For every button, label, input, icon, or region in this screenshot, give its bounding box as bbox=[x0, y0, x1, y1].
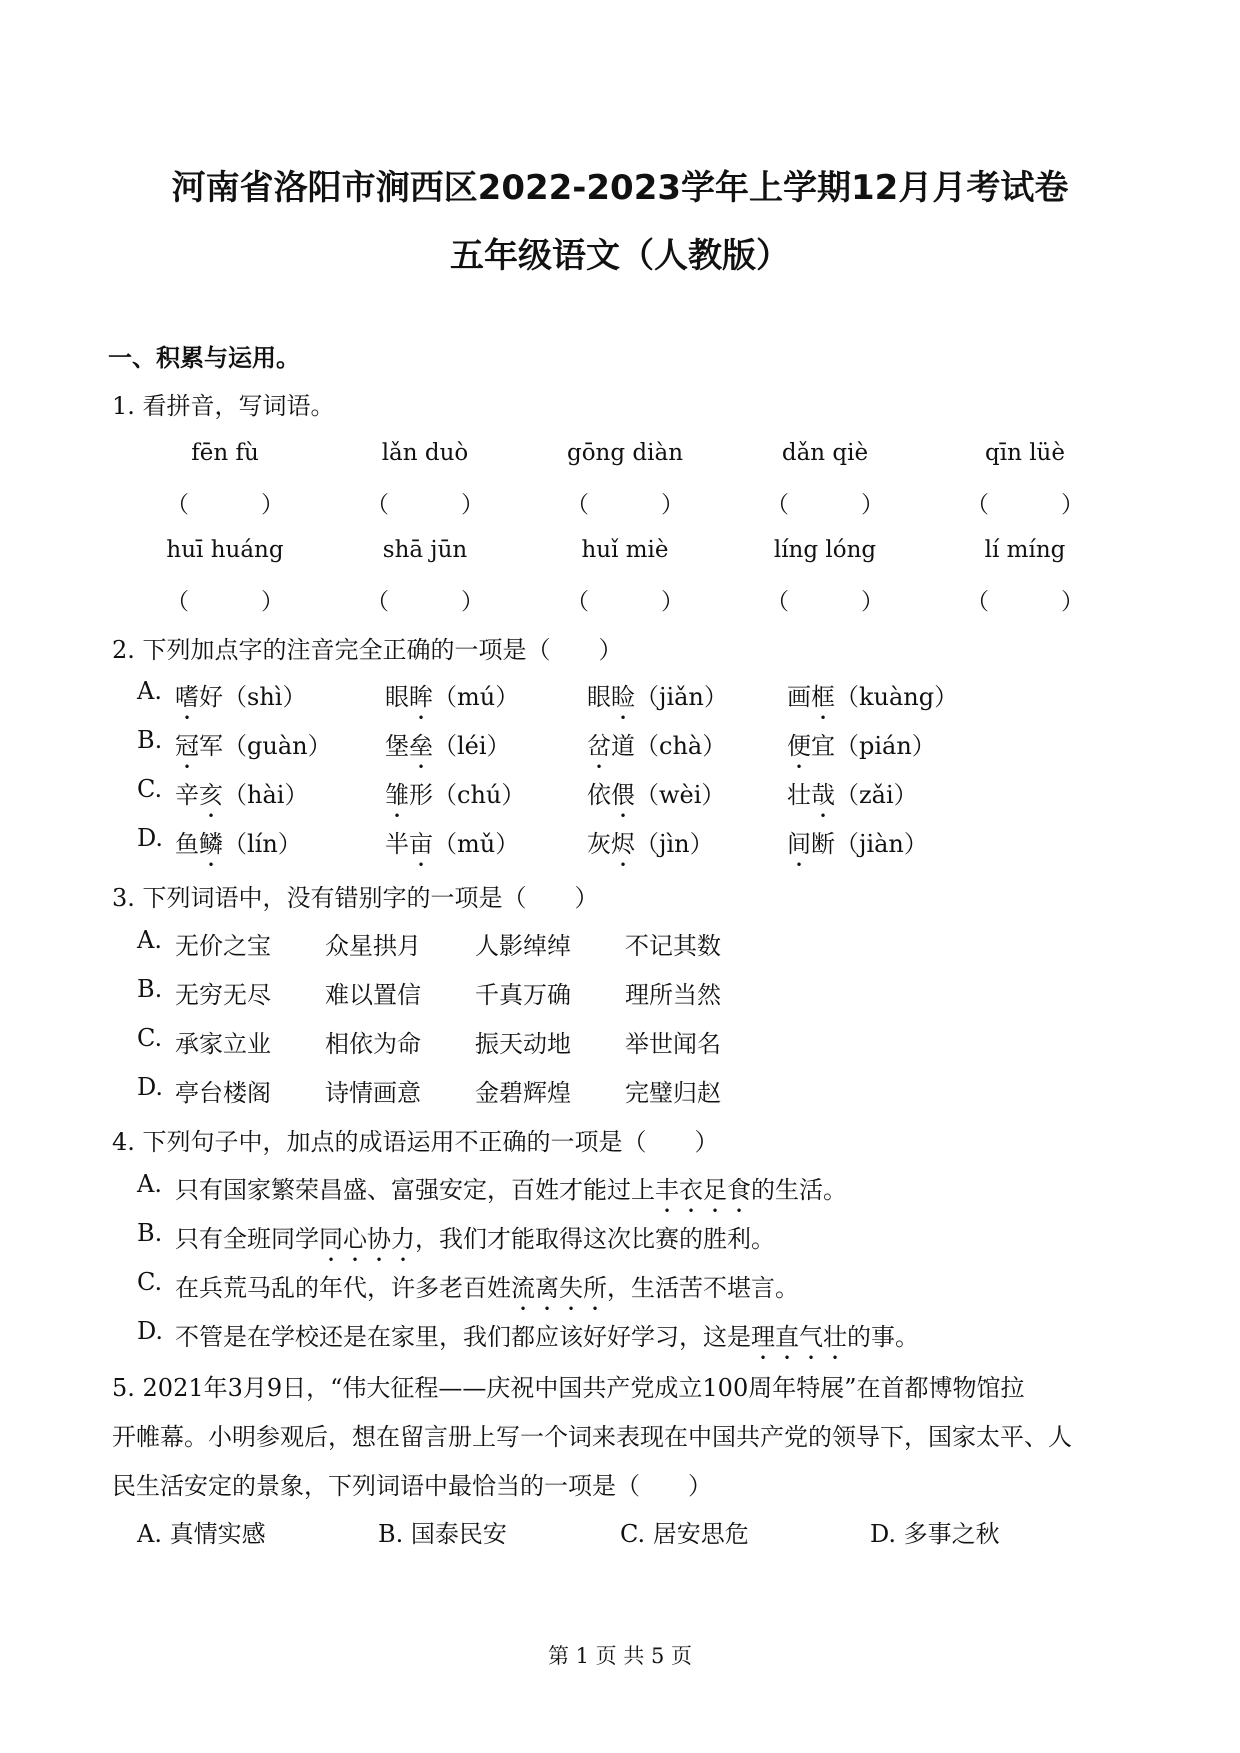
exam-subtitle: 五年级语文（人教版） bbox=[450, 236, 790, 276]
question-3-stem: 3. 下列词语中，没有错别字的一项是（ ） bbox=[112, 884, 599, 912]
exam-title: 河南省洛阳市涧西区2022-2023学年上学期12月月考试卷 bbox=[171, 168, 1069, 208]
pinyin-prompt: dǎn qiè bbox=[781, 440, 869, 466]
answer-blank: （ ） bbox=[166, 589, 284, 615]
word-item: 完璧归赵 bbox=[625, 1079, 721, 1107]
option-label: A. bbox=[137, 926, 162, 954]
option-label: C. bbox=[137, 1024, 163, 1052]
word-item: 众星拱月 bbox=[325, 932, 421, 960]
answer-blank: （ ） bbox=[966, 492, 1084, 518]
phonetic-item: 雏形（chú） bbox=[385, 781, 526, 809]
word-item: 金碧辉煌 bbox=[475, 1079, 571, 1107]
pinyin-prompt: líng lóng bbox=[773, 537, 877, 563]
answer-blank: （ ） bbox=[766, 492, 884, 518]
question-5-line-3: 民生活安定的景象，下列词语中最恰当的一项是（ ） bbox=[112, 1472, 712, 1500]
answer-blank: （ ） bbox=[766, 589, 884, 615]
dotted-idiom: 流离失所 bbox=[511, 1274, 607, 1302]
pinyin-prompt: lǎn duò bbox=[381, 440, 469, 466]
option-label: B. bbox=[137, 975, 163, 1003]
option-label: D. bbox=[137, 1317, 164, 1345]
option-label: D. bbox=[137, 1073, 164, 1101]
word-item: 诗情画意 bbox=[325, 1079, 421, 1107]
question-4-stem: 4. 下列句子中，加点的成语运用不正确的一项是（ ） bbox=[112, 1128, 719, 1156]
sentence: 不管是在学校还是在家里，我们都应该好好学习，这是理直气壮的事。 bbox=[175, 1323, 919, 1351]
dotted-idiom: 理直气壮 bbox=[751, 1323, 847, 1351]
question-5-line-2: 开帷幕。小明参观后，想在留言册上写一个词来表现在中国共产党的领导下，国家太平、人 bbox=[112, 1423, 1072, 1451]
answer-blank: （ ） bbox=[366, 589, 484, 615]
answer-blank: （ ） bbox=[166, 492, 284, 518]
question-1-stem: 1. 看拼音，写词语。 bbox=[112, 392, 335, 420]
phonetic-item: 眼睑（jiǎn） bbox=[587, 683, 728, 711]
option-label: C. bbox=[137, 1268, 163, 1296]
word-item: 相依为命 bbox=[325, 1030, 421, 1058]
option-choice: B. 国泰民安 bbox=[378, 1520, 507, 1548]
option-label: B. bbox=[137, 1219, 163, 1247]
phonetic-item: 眼眸（mú） bbox=[385, 683, 520, 711]
pinyin-prompt: qīn lüè bbox=[985, 440, 1065, 466]
word-item: 振天动地 bbox=[475, 1030, 571, 1058]
phonetic-item: 间断（jiàn） bbox=[787, 830, 928, 858]
phonetic-item: 岔道（chà） bbox=[587, 732, 727, 760]
option-choice: C. 居安思危 bbox=[620, 1520, 749, 1548]
option-choice: D. 多事之秋 bbox=[870, 1520, 1000, 1548]
answer-blank: （ ） bbox=[366, 492, 484, 518]
answer-blank: （ ） bbox=[566, 492, 684, 518]
option-label: D. bbox=[137, 824, 164, 852]
word-item: 不记其数 bbox=[625, 932, 721, 960]
option-label: A. bbox=[137, 1170, 162, 1198]
pinyin-prompt: lí míng bbox=[984, 537, 1066, 563]
phonetic-item: 冠军（guàn） bbox=[175, 732, 332, 760]
question-2-stem: 2. 下列加点字的注音完全正确的一项是（ ） bbox=[112, 636, 623, 664]
word-item: 承家立业 bbox=[175, 1030, 271, 1058]
pinyin-prompt: fēn fù bbox=[191, 440, 259, 466]
word-item: 千真万确 bbox=[475, 981, 571, 1009]
option-label: B. bbox=[137, 726, 163, 754]
phonetic-item: 鱼鳞（lín） bbox=[175, 830, 302, 858]
word-item: 无穷无尽 bbox=[175, 981, 271, 1009]
pinyin-prompt: huǐ miè bbox=[581, 537, 669, 563]
word-item: 举世闻名 bbox=[625, 1030, 721, 1058]
phonetic-item: 堡垒（léi） bbox=[385, 732, 511, 760]
word-item: 亭台楼阁 bbox=[175, 1079, 271, 1107]
phonetic-item: 便宜（pián） bbox=[787, 732, 936, 760]
answer-blank: （ ） bbox=[966, 589, 1084, 615]
dotted-idiom: 丰衣足食 bbox=[655, 1176, 751, 1204]
sentence: 只有国家繁荣昌盛、富强安定，百姓才能过上丰衣足食的生活。 bbox=[175, 1176, 847, 1204]
word-item: 理所当然 bbox=[625, 981, 721, 1009]
dotted-idiom: 同心协力 bbox=[319, 1225, 415, 1253]
word-item: 人影绰绰 bbox=[475, 932, 571, 960]
word-item: 难以置信 bbox=[325, 981, 421, 1009]
pinyin-prompt: huī huáng bbox=[166, 537, 284, 563]
phonetic-item: 半亩（mǔ） bbox=[385, 830, 520, 858]
answer-blank: （ ） bbox=[566, 589, 684, 615]
phonetic-item: 画框（kuàng） bbox=[787, 683, 959, 711]
option-label: A. bbox=[137, 677, 162, 705]
page-footer: 第 1 页 共 5 页 bbox=[547, 1644, 693, 1668]
option-label: C. bbox=[137, 775, 163, 803]
pinyin-prompt: gōng diàn bbox=[566, 440, 684, 466]
question-5-line-1: 5. 2021年3月9日，“伟大征程——庆祝中国共产党成立100周年特展”在首都博物馆拉 bbox=[112, 1374, 1025, 1402]
pinyin-prompt: shā jūn bbox=[382, 537, 468, 563]
phonetic-item: 依偎（wèi） bbox=[587, 781, 726, 809]
section-heading: 一、积累与运用。 bbox=[108, 344, 300, 372]
word-item: 无价之宝 bbox=[175, 932, 271, 960]
phonetic-item: 嗜好（shì） bbox=[175, 683, 307, 711]
option-choice: A. 真情实感 bbox=[137, 1520, 266, 1548]
sentence: 只有全班同学同心协力，我们才能取得这次比赛的胜利。 bbox=[175, 1225, 775, 1253]
phonetic-item: 辛亥（hài） bbox=[175, 781, 309, 809]
phonetic-item: 灰烬（jìn） bbox=[587, 830, 714, 858]
sentence: 在兵荒马乱的年代，许多老百姓流离失所，生活苦不堪言。 bbox=[175, 1274, 799, 1302]
phonetic-item: 壮哉（zǎi） bbox=[787, 781, 918, 809]
